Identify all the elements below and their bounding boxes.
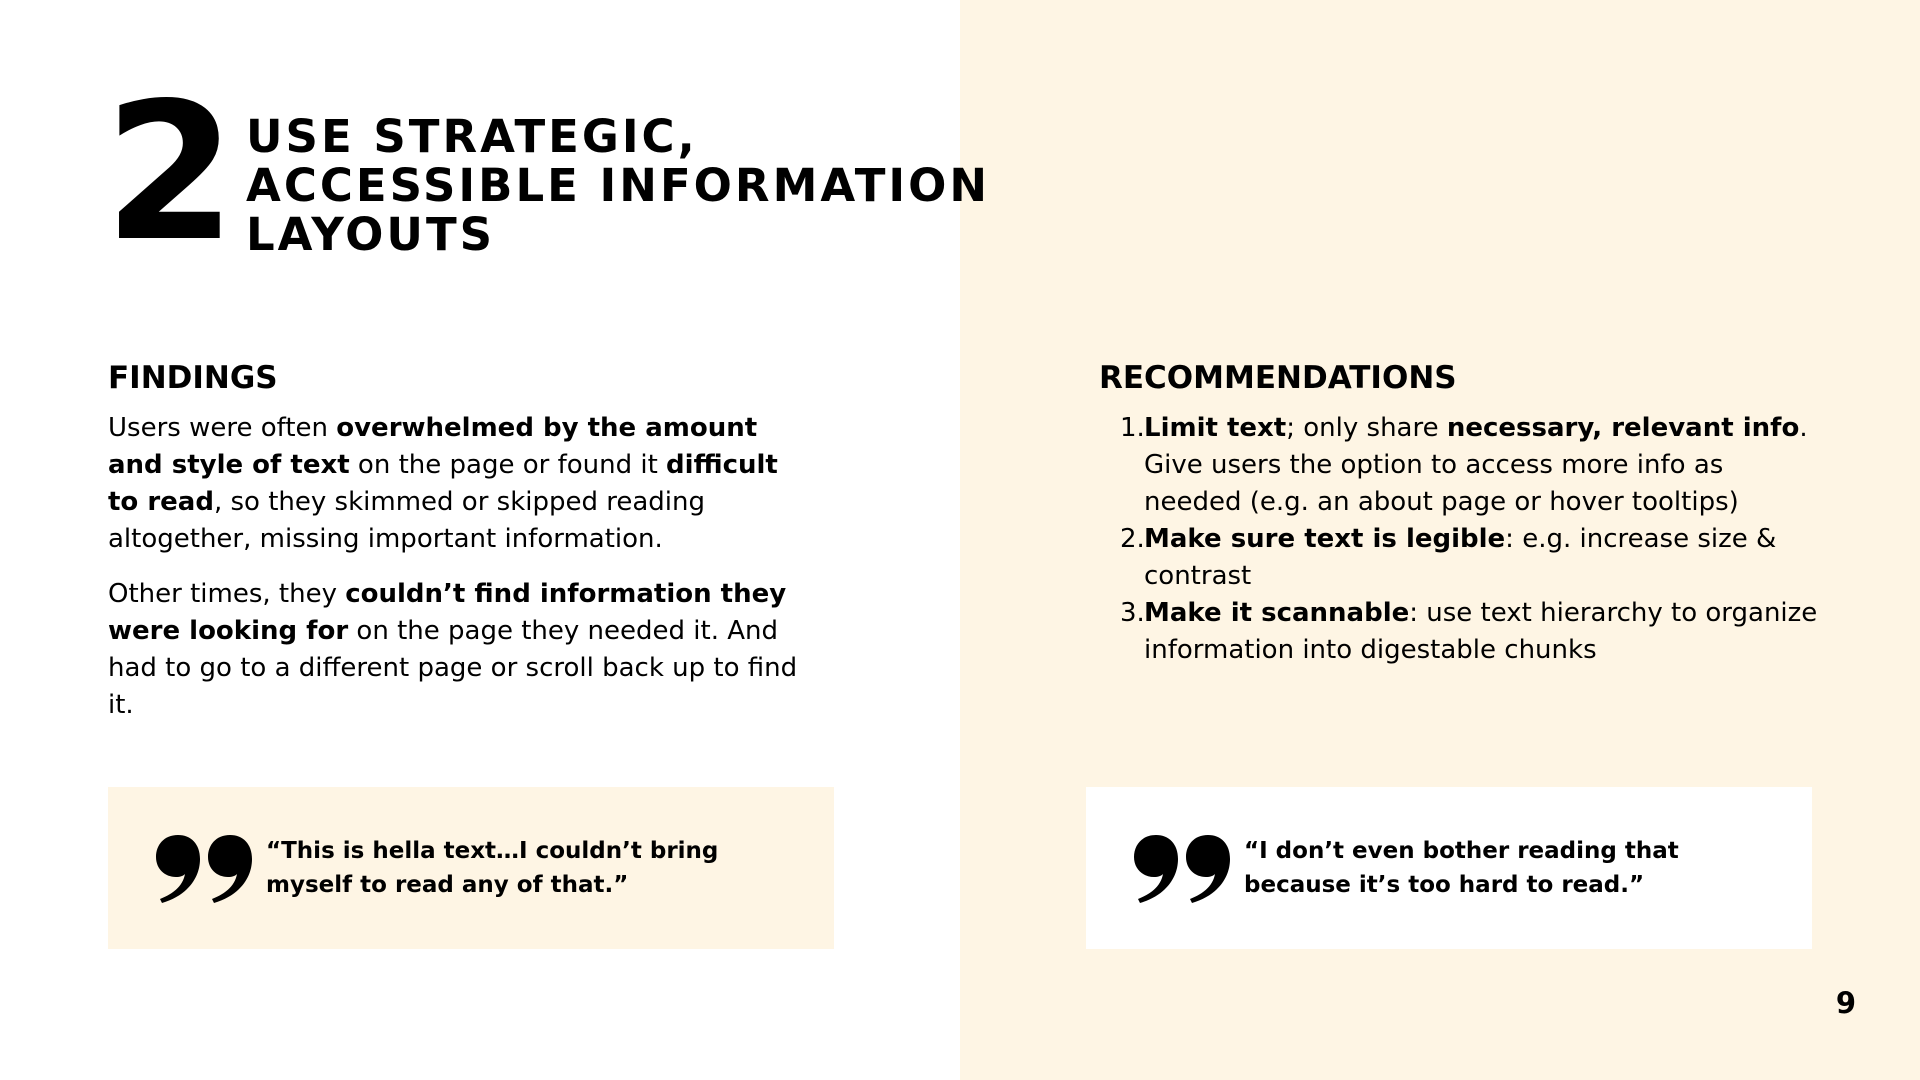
slide-title-line-1: USE STRATEGIC, (246, 110, 698, 163)
recommendation-item-2 (1120, 521, 1820, 595)
quote-mark-icon (1132, 833, 1232, 903)
user-quote: “This is hella text…I couldn’t bring myself to read any of that.” (266, 838, 719, 898)
slide-title-line-2: ACCESSIBLE INFORMATION (246, 159, 991, 212)
recommendation-text (1144, 521, 1820, 595)
list-number: 3. (1120, 598, 1145, 628)
findings-heading: FINDINGS (108, 360, 278, 396)
list-number: 1. (1120, 413, 1145, 443)
findings-quote-box (108, 787, 834, 949)
text-span: , so they skimmed or skipped reading altogether, missing important information. (108, 487, 705, 554)
recommendation-item-3 (1120, 595, 1820, 669)
text-span: on the page or found it (349, 450, 667, 480)
emphasis-text: Limit text (1144, 413, 1287, 443)
emphasis-text: Make it scannable (1144, 598, 1410, 628)
emphasis-text: couldn’t find information they were looking for (108, 579, 787, 646)
user-quote: “I don’t even bother reading that because it’s too hard to read.” (1244, 838, 1679, 898)
page-number: 9 (1835, 986, 1856, 1020)
text-span: on the page they needed it. And had to go to a different page or scroll back up to find it. (108, 616, 798, 720)
emphasis-text: Make sure text is legible (1144, 524, 1506, 554)
text-span: Other times, they (108, 579, 346, 609)
slide-title-line-3: LAYOUTS (246, 208, 496, 261)
text-span: Users were often (108, 413, 337, 443)
emphasis-text: difficult to read (108, 450, 778, 517)
list-number: 2. (1120, 524, 1145, 554)
emphasis-text: necessary, relevant info (1446, 413, 1800, 443)
recommendation-text (1144, 595, 1820, 669)
quote-mark-icon (154, 833, 254, 903)
recommendation-item-1 (1120, 410, 1820, 521)
findings-paragraph-1 (108, 410, 808, 558)
text-span: ; only share (1286, 413, 1447, 443)
recommendations-heading: RECOMMENDATIONS (1099, 360, 1457, 396)
text-span: : e.g. increase size & contrast (1144, 524, 1777, 591)
recommendation-text (1144, 410, 1820, 521)
emphasis-text: overwhelmed by the amount and style of text (108, 413, 758, 480)
section-number: 2 (104, 62, 231, 283)
slide-title (246, 112, 990, 259)
recommendations-list (1120, 410, 1820, 669)
findings-body (108, 410, 808, 742)
findings-paragraph-2 (108, 576, 808, 724)
text-span: : use text hierarchy to organize information into digestable chunks (1144, 598, 1818, 665)
text-span: . Give users the option to access more info as needed (e.g. an about page or hover tooltips) (1144, 413, 1808, 517)
recommendations-quote-box (1086, 787, 1812, 949)
